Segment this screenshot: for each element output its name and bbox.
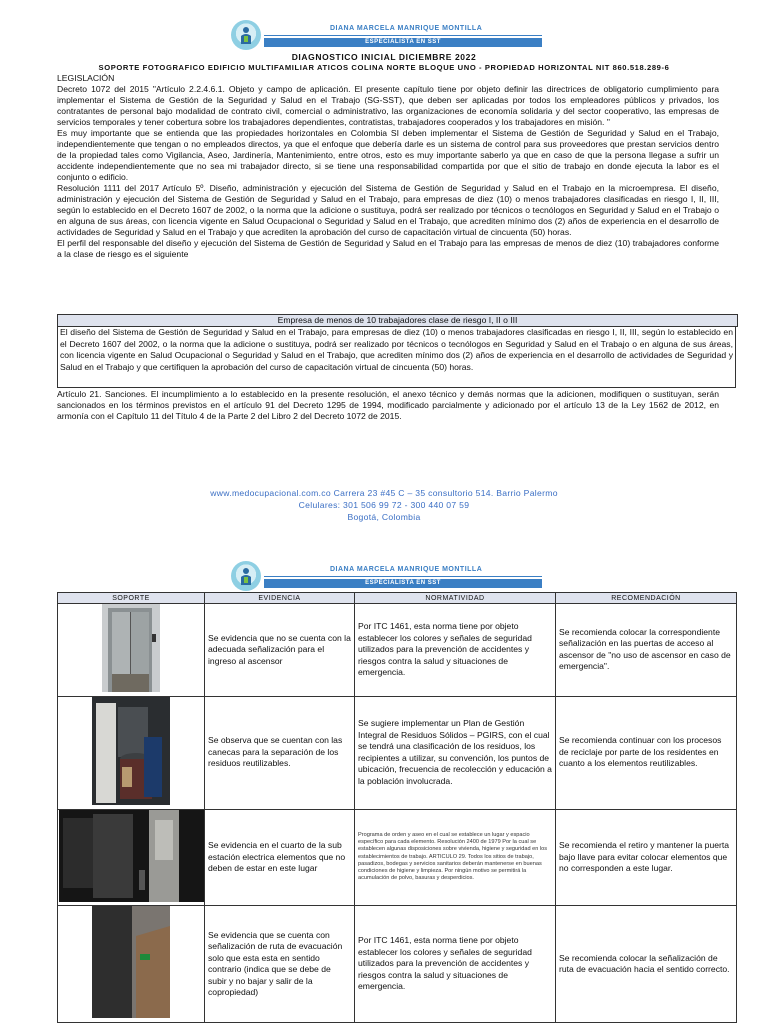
paragraph-sanciones: Artículo 21. Sanciones. El incumplimiento a lo establecido en la presente resolución, el anexo técnico y demás normas que la adicionen, modifiquen o sustituyan, serán sancionados en los términos previstos en el artículo 91 del Decreto 1295 de 1994, modificado parcialmente y adicionado por el artículo 13 de la Ley 1562 de 2012, en armonía con el Capítulo 11 del Título 4 de la Parte 2 del Libro 2 del Decreto 1072 de 2015. — [57, 389, 719, 421]
legislation-text — [57, 73, 719, 260]
recomendacion-cell: Se recomienda el retiro y mantener la puerta bajo llave para evitar colocar elementos que no corresponden a este lugar. — [556, 809, 737, 906]
evidencia-cell: Se evidencia en el cuarto de la sub estación electrica elementos que no deben de estar en este lugar — [205, 809, 355, 906]
section-heading: LEGISLACIÓN — [57, 73, 115, 83]
photo-cell — [58, 906, 205, 1023]
evidence-table — [57, 592, 737, 1023]
header-name: DIANA MARCELA MANRIQUE MONTILLA — [330, 25, 483, 32]
photo-cell — [58, 696, 205, 809]
paragraph-perfil: El perfil del responsable del diseño y ejecución del Sistema de Gestión de Seguridad y Salud en el Trabajo para las empresas de menos de diez (10) trabajadores conforme a la clase de riesgo es el siguiente — [57, 238, 719, 259]
photo-cell — [58, 604, 205, 697]
recomendacion-cell: Se recomienda continuar con los procesos de reciclaje por parte de los residentes en cuanto a los elementos reutilizables. — [556, 696, 737, 809]
footer-phones: Celulares: 301 506 99 72 - 300 440 07 59 — [298, 500, 470, 510]
table-header-row — [58, 593, 737, 604]
normatividad-cell: Programa de orden y aseo en el cual se establece un lugar y espacio específico para cada elemento. Resolución 2400 de 1979 Por la cual se establecen algunas disposiciones sobre vivienda, higiene y seguridad en los establecimientos de trabajo. ARTICULO 29. Todos los sitios de trabajo, pasadizos, bodegas y servicios sanitarios deberán mantenerse en buenas condiciones de higiene y limpieza. Por ningún motivo se permitirá la acumulación de polvo, basuras y desperdicios. — [355, 809, 556, 906]
recomendacion-cell: Se recomienda colocar la señalización de ruta de evacuación hacia el sentido correcto. — [556, 906, 737, 1023]
worker-icon — [240, 567, 252, 585]
paragraph-decreto-1072: Decreto 1072 del 2015 "Artículo 2.2.4.6.1. Objeto y campo de aplicación. El presente capítulo tiene por objeto definir las directrices de obligatorio cumplimiento para implementar el Sistema de Gestión de la Seguridad y Salud en el Trabajo (SG-SST), que deben ser aplicadas por todos los empleadores públicos y privados, los contratantes de personal bajo modalidad de contrato civil, comercial o administrativo, las organizaciones de economía solidaria y del sector cooperativo, las empresas de servicios temporales y tener cobertura sobre los trabajadores dependientes, contratistas, trabajadores cooperados y los trabajadores en misión. " — [57, 84, 719, 127]
evidencia-cell: Se evidencia que no se cuenta con la adecuada señalización para el ingreso al ascensor — [205, 604, 355, 697]
risk-box-title: Empresa de menos de 10 trabajadores clase de riesgo I, II o III — [57, 314, 738, 327]
paragraph-resolucion-1111: Resolución 1111 del 2017 Artículo 5º. Diseño, administración y ejecución del Sistema de Gestión de Seguridad y Salud en el Trabajo en la microempresa. El diseño, administración y ejecución del Sistema de Gestión de Seguridad y Salud en el Trabajo, para empresas de diez (10) o menos trabajadores clasificadas en riesgo I, II, III, según lo establecido en el Decreto 1607 de 2002, o la norma que la adicione o sustituya, podrá ser realizado por técnicos o tecnólogos en Seguridad y Salud en el Trabajo o en alguna de sus áreas, con licencia vigente en Salud Ocupacional o Seguridad y Salud en el Trabajo, que acrediten mínimo dos (2) años de experiencia en el desarrollo de actividades de Seguridad y Salud en el Trabajo y que acrediten la aprobación del curso de capacitación virtual de cincuenta (50) horas. — [57, 183, 719, 237]
footer-website-address: www.medocupacional.com.co Carrera 23 #45 C – 35 consultorio 514. Barrio Palermo — [210, 488, 558, 498]
company-logo-2 — [231, 561, 261, 591]
photo-cell — [58, 809, 205, 906]
electrical-room-photo — [59, 810, 204, 902]
footer-city: Bogotá, Colombia — [347, 512, 421, 522]
normatividad-cell: Por ITC 1461, esta norma tiene por objeto establecer los colores y señales de seguridad utilizados para la prevención de accidentes y riesgos contra la salud y situaciones de emergencia. — [355, 604, 556, 697]
col-normatividad: NORMATIVIDAD — [355, 593, 556, 604]
col-evidencia: EVIDENCIA — [205, 593, 355, 604]
footer-contact — [0, 487, 768, 523]
paragraph-propiedades: Es muy importante que se entienda que las propiedades horizontales en Colombia SI deben implementar el Sistema de Gestión de Seguridad y Salud en el Trabajo, independientemente que tengan o no empleados directos, ya que el enfoque que debería darle es un sistema de control para sus proveedores que prestan servicios dentro de la propiedad tales como Vigilancia, Aseo, Jardinería, Mantenimiento, entre otros, esto es muy importante saberlo ya que en caso de que la persona llegase a sufrir un accidente independientemente que no sea mi trabajador directo, si se tiene una responsabilidad compartida por que el sitio de trabajo en donde ejecuta la labor es el conjunto o edificio. — [57, 128, 719, 182]
table-row — [58, 809, 737, 906]
normatividad-cell: Se sugiere implementar un Plan de Gestión Integral de Residuos Sólidos – PGIRS, con el cual se tendrá una clasificación de los residuos, los recipientes a utilizar, su convención, los puntos de ubicación, frecuencia de recolección y educación a la población involucrada. — [355, 696, 556, 809]
col-recomendacion: RECOMENDACIÓN — [556, 593, 737, 604]
header-role-bar-2: ESPECIALISTA EN SST — [264, 579, 542, 588]
header-role-bar: ESPECIALISTA EN SST — [264, 38, 542, 47]
doc-subtitle: SOPORTE FOTOGRAFICO EDIFICIO MULTIFAMILIAR ATICOS COLINA NORTE BLOQUE UNO - PROPIEDAD HORIZONTAL NIT 860.518.289-6 — [98, 63, 670, 72]
elevator-photo — [102, 604, 160, 692]
header-divider — [264, 35, 542, 36]
risk-box-text: El diseño del Sistema de Gestión de Seguridad y Salud en el Trabajo, para empresas de diez (10) o menos trabajadores clasificadas en riesgo I, II, III, según lo establecido en el Decreto 1607 del 2002, o la norma que la adicione o sustituya, podrá ser realizado por técnicos o tecnólogos en Seguridad y Salud en el Trabajo o en alguna de sus áreas, con licencia vigente en Salud Ocupacional o Seguridad y Salud en el Trabajo, que acrediten mínimo dos (2) años de experiencia en el desarrollo de actividades de Seguridad y Salud en el Trabajo y que certifiquen la aprobación del curso de capacitación virtual de cincuenta (50) horas. — [57, 326, 736, 388]
worker-icon — [240, 26, 252, 44]
stairs-sign-photo — [92, 906, 170, 1018]
evidencia-cell: Se observa que se cuentan con las canecas para la separación de los residuos reutilizables. — [205, 696, 355, 809]
header-divider-2 — [264, 576, 542, 577]
normatividad-cell: Por ITC 1461, esta norma tiene por objeto establecer los colores y señales de seguridad utilizados para la prevención de accidentes y riesgos contra la salud y situaciones de emergencia. — [355, 906, 556, 1023]
waste-bins-photo — [92, 697, 170, 805]
table-row — [58, 604, 737, 697]
table-row — [58, 906, 737, 1023]
doc-title: DIAGNOSTICO INICIAL DICIEMBRE 2022 — [291, 52, 477, 62]
table-row — [58, 696, 737, 809]
header-name-2: DIANA MARCELA MANRIQUE MONTILLA — [330, 566, 483, 573]
company-logo — [231, 20, 261, 50]
evidencia-cell: Se evidencia que se cuenta con señalización de ruta de evacuación solo que esta esta en sentido contrario (indica que se debe de subir y no bajar y salir de la copropiedad) — [205, 906, 355, 1023]
recomendacion-cell: Se recomienda colocar la correspondiente señalización en las puertas de acceso al ascensor de "no uso de ascensor en caso de emergencia". — [556, 604, 737, 697]
col-soporte: SOPORTE — [58, 593, 205, 604]
